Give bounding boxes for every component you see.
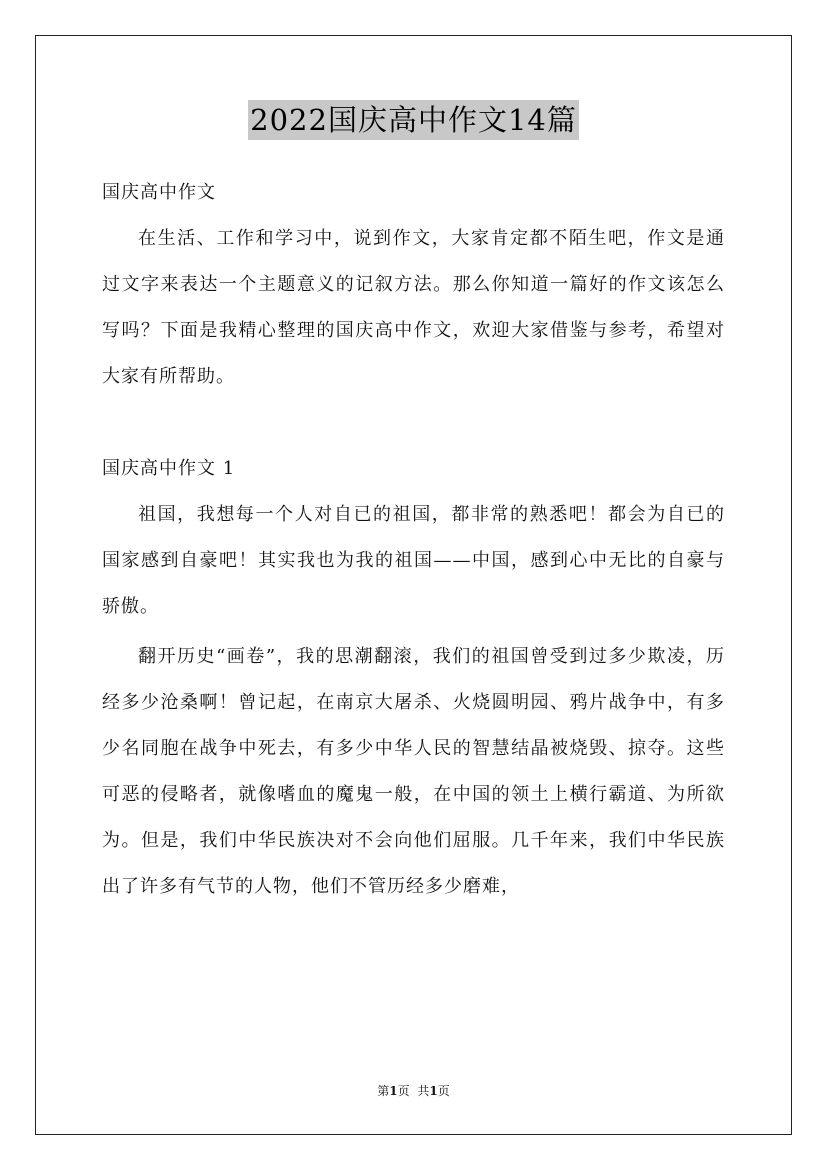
section-intro <box>102 170 725 400</box>
section-essay-1 <box>102 446 725 910</box>
total-prefix: 共 <box>417 1084 430 1098</box>
document-body <box>102 170 725 910</box>
section-heading: 国庆高中作文 1 <box>102 458 236 479</box>
total-unit: 页 <box>437 1084 450 1098</box>
title-container <box>0 100 827 140</box>
page-unit: 页 <box>397 1084 410 1098</box>
page-footer <box>0 1083 827 1099</box>
paragraph: 祖国，我想每一个人对自已的祖国，都非常的熟悉吧！都会为自已的国家感到自豪吧！其实我也为我的祖国——中国，感到心中无比的自豪与骄傲。 <box>102 504 725 617</box>
document-title: 2022国庆高中作文14篇 <box>248 100 579 140</box>
paragraph: 在生活、工作和学习中，说到作文，大家肯定都不陌生吧，作文是通过文字来表达一个主题意义的记叙方法。那么你知道一篇好的作文该怎么写吗？下面是我精心整理的国庆高中作文，欢迎大家借鉴与参考，希望对大家有所帮助。 <box>102 228 725 387</box>
page-prefix: 第 <box>377 1084 390 1098</box>
blank-line <box>102 400 725 446</box>
paragraph: 翻开历史“画卷”，我的思潮翻滚，我们的祖国曾受到过多少欺凌，历经多少沧桑啊！曾记起，在南京大屠杀、火烧圆明园、鸦片战争中，有多少名同胞在战争中死去，有多少中华人民的智慧结晶被烧毁、掠夺。这些可恶的侵略者，就像嗜血的魔鬼一般，在中国的领土上横行霸道、为所欲为。但是，我们中华民族决对不会向他们屈服。几千年来，我们中华民族出了许多有气节的人物，他们不管历经多少磨难， <box>102 646 725 897</box>
page-number: 1 <box>389 1084 398 1098</box>
section-heading: 国庆高中作文 <box>102 182 216 203</box>
total-pages: 1 <box>429 1084 438 1098</box>
